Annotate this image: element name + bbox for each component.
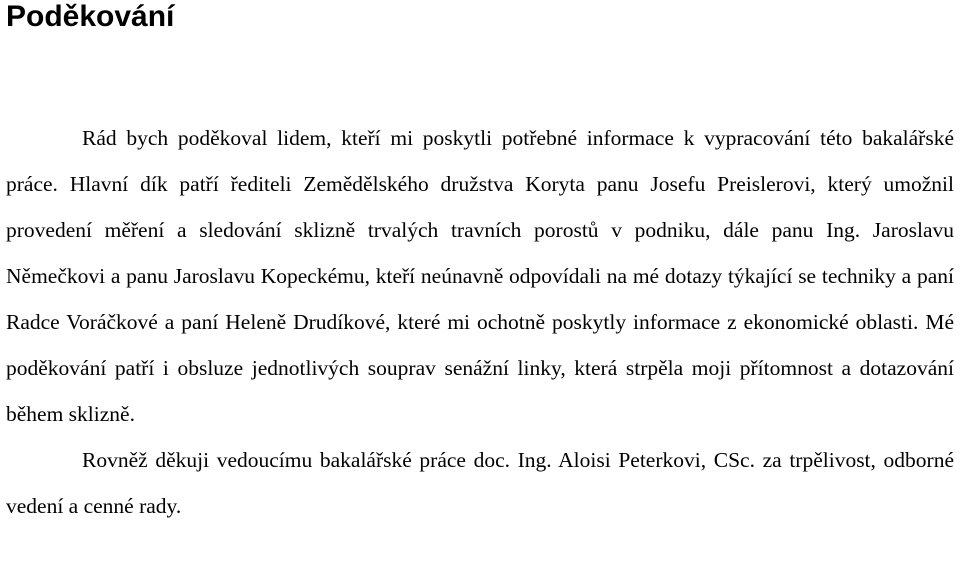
document-page — [6, 0, 954, 529]
page-title: Poděkování — [6, 0, 175, 33]
acknowledgement-paragraph-1: Rád bych poděkoval lidem, kteří mi poskytli potřebné informace k vypracování této bakalářské práce. Hlavní dík patří řediteli Zemědělského družstva Koryta panu Josefu Preislerovi, který umožnil provedení měření a sledování sklizně trvalých travních porostů v podniku, dále panu Ing. Jaroslavu Němečkovi a panu Jaroslavu Kopeckému, kteří neúnavně odpovídali na mé dotazy týkající se techniky a paní Radce Voráčkové a paní Heleně Drudíkové, které mi ochotně poskytly informace z ekonomické oblasti. Mé poděkování patří i obsluze jednotlivých souprav senážní linky, která strpěla moji přítomnost a dotazování během sklizně. — [6, 126, 954, 426]
acknowledgement-paragraph-2: Rovněž děkuji vedoucímu bakalářské práce doc. Ing. Aloisi Peterkovi, CSc. za trpělivost, odborné vedení a cenné rady. — [6, 448, 954, 518]
